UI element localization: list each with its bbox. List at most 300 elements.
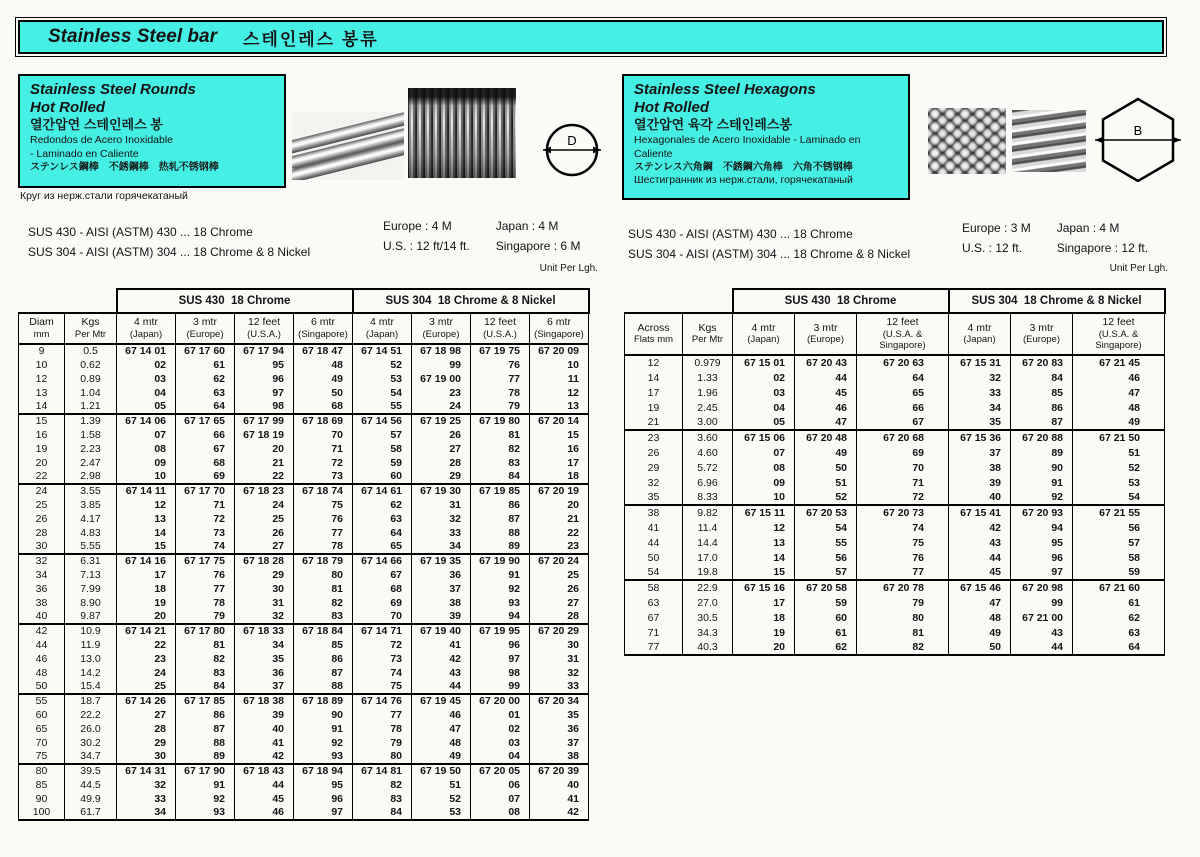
impa-code-cell: 04 (471, 750, 530, 764)
weight-cell: 11.9 (65, 638, 117, 652)
impa-code-cell: 61 (176, 358, 235, 372)
impa-code-cell: 64 (1073, 640, 1165, 655)
weight-cell: 1.33 (683, 370, 733, 385)
impa-code-cell: 02 (117, 358, 176, 372)
rounds-title: Stainless Steel Rounds (30, 81, 196, 98)
length-item: Singapore : 12 ft. (1056, 241, 1149, 255)
impa-code-cell: 46 (235, 806, 294, 820)
table-row (19, 736, 589, 750)
impa-code-cell: 70 (294, 428, 353, 442)
impa-code-cell: 05 (733, 415, 795, 430)
size-cell: 90 (19, 792, 65, 806)
impa-code-cell: 67 20 88 (1011, 430, 1073, 445)
impa-code-cell: 33 (412, 526, 471, 540)
impa-code-cell: 49 (1073, 415, 1165, 430)
weight-cell: 30.5 (683, 610, 733, 625)
impa-code-cell: 67 20 39 (530, 764, 589, 778)
impa-code-cell: 32 (235, 610, 294, 624)
impa-code-cell: 67 17 99 (235, 414, 294, 428)
impa-code-cell: 17 (117, 568, 176, 582)
spec-line: SUS 430 - AISI (ASTM) 430 ... 18 Chrome (28, 225, 253, 239)
impa-code-cell: 34 (235, 638, 294, 652)
impa-code-cell: 01 (471, 708, 530, 722)
weight-cell: 39.5 (65, 764, 117, 778)
impa-code-cell: 99 (1011, 595, 1073, 610)
impa-code-cell: 67 17 85 (176, 694, 235, 708)
size-cell: 25 (19, 498, 65, 512)
impa-code-cell: 10 (117, 470, 176, 484)
impa-code-cell: 43 (1011, 625, 1073, 640)
impa-code-cell: 13 (733, 535, 795, 550)
impa-code-cell: 49 (294, 372, 353, 386)
impa-code-cell: 62 (795, 640, 857, 655)
impa-code-cell: 24 (412, 400, 471, 414)
column-header: 12 feet (U.S.A. & Singapore) (1073, 313, 1165, 355)
size-cell: 9 (19, 344, 65, 358)
impa-code-cell: 82 (353, 778, 412, 792)
impa-code-cell: 79 (471, 400, 530, 414)
weight-cell: 15.4 (65, 680, 117, 694)
impa-code-cell: 22 (117, 638, 176, 652)
diameter-diagram (540, 116, 604, 180)
table-row (19, 568, 589, 582)
impa-code-cell: 32 (117, 778, 176, 792)
impa-code-cell: 38 (530, 750, 589, 764)
column-header: 3 mtr (Europe) (795, 313, 857, 355)
impa-code-cell: 69 (353, 596, 412, 610)
table-row (625, 460, 1165, 475)
sus304-group-header: SUS 304 18 Chrome & 8 Nickel (949, 289, 1165, 313)
impa-code-cell: 47 (1073, 385, 1165, 400)
impa-code-cell: 39 (235, 708, 294, 722)
size-cell: 32 (625, 475, 683, 490)
impa-code-cell: 54 (1073, 490, 1165, 505)
impa-code-cell: 53 (412, 806, 471, 820)
table-row (19, 512, 589, 526)
impa-code-cell: 13 (117, 512, 176, 526)
impa-code-cell: 78 (471, 386, 530, 400)
impa-code-cell: 63 (1073, 625, 1165, 640)
spec-line: SUS 430 - AISI (ASTM) 430 ... 18 Chrome (628, 227, 853, 241)
impa-code-cell: 74 (353, 666, 412, 680)
impa-code-cell: 55 (795, 535, 857, 550)
impa-code-cell: 63 (353, 512, 412, 526)
size-cell: 19 (625, 400, 683, 415)
impa-code-cell: 22 (235, 470, 294, 484)
size-cell: 63 (625, 595, 683, 610)
impa-code-cell: 18 (530, 470, 589, 484)
impa-code-cell: 65 (353, 540, 412, 554)
impa-code-cell: 23 (530, 540, 589, 554)
impa-code-cell: 67 15 46 (949, 580, 1011, 595)
weight-cell: 1.04 (65, 386, 117, 400)
impa-code-cell: 78 (294, 540, 353, 554)
impa-code-cell: 25 (117, 680, 176, 694)
impa-code-cell: 67 14 76 (353, 694, 412, 708)
hexagons-price-table (624, 288, 1166, 656)
weight-cell: 4.83 (65, 526, 117, 540)
impa-code-cell: 60 (795, 610, 857, 625)
impa-code-cell: 90 (294, 708, 353, 722)
weight-cell: 5.55 (65, 540, 117, 554)
impa-code-cell: 73 (294, 470, 353, 484)
impa-code-cell: 95 (1011, 535, 1073, 550)
impa-code-cell: 42 (530, 806, 589, 820)
impa-code-cell: 26 (530, 582, 589, 596)
table-row (625, 610, 1165, 625)
weight-cell: 11.4 (683, 520, 733, 535)
size-cell: 58 (625, 580, 683, 595)
impa-code-cell: 67 18 33 (235, 624, 294, 638)
size-cell: 36 (19, 582, 65, 596)
weight-cell: 3.60 (683, 430, 733, 445)
impa-code-cell: 57 (1073, 535, 1165, 550)
impa-code-cell: 02 (471, 722, 530, 736)
column-header: 12 feet (U.S.A.) (235, 313, 294, 344)
table-row (19, 624, 589, 638)
impa-code-cell: 21 (530, 512, 589, 526)
length-item: U.S. : 12 ft/14 ft. (383, 239, 470, 253)
impa-code-cell: 89 (1011, 445, 1073, 460)
hexagons-title-korean: 열간압연 육각 스테인레스봉 (634, 117, 792, 133)
impa-code-cell: 27 (412, 442, 471, 456)
impa-code-cell: 67 14 26 (117, 694, 176, 708)
impa-code-cell: 52 (795, 490, 857, 505)
size-cell: 17 (625, 385, 683, 400)
impa-code-cell: 38 (949, 460, 1011, 475)
impa-code-cell: 68 (176, 456, 235, 470)
impa-code-cell: 57 (353, 428, 412, 442)
impa-code-cell: 67 18 38 (235, 694, 294, 708)
impa-code-cell: 52 (1073, 460, 1165, 475)
size-cell: 14 (19, 400, 65, 414)
impa-code-cell: 67 18 69 (294, 414, 353, 428)
impa-code-cell: 76 (471, 358, 530, 372)
impa-code-cell: 68 (294, 400, 353, 414)
impa-code-cell: 03 (733, 385, 795, 400)
column-header: Diam mm (19, 313, 65, 344)
impa-code-cell: 08 (733, 460, 795, 475)
impa-code-cell: 28 (530, 610, 589, 624)
weight-cell: 1.39 (65, 414, 117, 428)
impa-code-cell: 27 (117, 708, 176, 722)
table-corner (625, 289, 733, 313)
impa-code-cell: 67 19 85 (471, 484, 530, 498)
impa-code-cell: 67 19 95 (471, 624, 530, 638)
impa-code-cell: 77 (294, 526, 353, 540)
table-corner (19, 289, 117, 313)
rounds-title-spanish-1: Redondos de Acero Inoxidable (30, 133, 174, 146)
weight-cell: 4.17 (65, 512, 117, 526)
impa-code-cell: 17 (530, 456, 589, 470)
across-flats-diagram (1092, 94, 1184, 182)
size-cell: 67 (625, 610, 683, 625)
impa-code-cell: 33 (949, 385, 1011, 400)
size-cell: 20 (19, 456, 65, 470)
impa-code-cell: 67 19 75 (471, 344, 530, 358)
impa-code-cell: 67 18 98 (412, 344, 471, 358)
impa-code-cell: 67 19 45 (412, 694, 471, 708)
size-cell: 44 (625, 535, 683, 550)
size-cell: 12 (625, 355, 683, 370)
impa-code-cell: 34 (412, 540, 471, 554)
table-row (625, 580, 1165, 595)
impa-code-cell: 67 17 70 (176, 484, 235, 498)
table-row (625, 565, 1165, 580)
size-cell: 38 (19, 596, 65, 610)
impa-code-cell: 67 14 11 (117, 484, 176, 498)
size-cell: 48 (19, 666, 65, 680)
length-item: U.S. : 12 ft. (962, 241, 1023, 255)
impa-code-cell: 85 (1011, 385, 1073, 400)
impa-code-cell: 52 (353, 358, 412, 372)
impa-code-cell: 26 (235, 526, 294, 540)
impa-code-cell: 28 (117, 722, 176, 736)
impa-code-cell: 70 (857, 460, 949, 475)
impa-code-cell: 67 17 60 (176, 344, 235, 358)
impa-code-cell: 67 17 65 (176, 414, 235, 428)
weight-cell: 34.3 (683, 625, 733, 640)
impa-code-cell: 67 15 11 (733, 505, 795, 520)
impa-code-cell: 10 (530, 358, 589, 372)
impa-code-cell: 67 20 29 (530, 624, 589, 638)
table-row (625, 625, 1165, 640)
impa-code-cell: 97 (235, 386, 294, 400)
impa-code-cell: 47 (412, 722, 471, 736)
impa-code-cell: 40 (235, 722, 294, 736)
impa-code-cell: 95 (294, 778, 353, 792)
impa-code-cell: 67 20 73 (857, 505, 949, 520)
impa-code-cell: 43 (949, 535, 1011, 550)
table-row (19, 372, 589, 386)
impa-code-cell: 32 (530, 666, 589, 680)
size-cell: 22 (19, 470, 65, 484)
impa-code-cell: 93 (471, 596, 530, 610)
impa-code-cell: 67 15 31 (949, 355, 1011, 370)
rounds-title-cjk: ステンレス鋼棒 不銹鋼棒 热轧不锈钢棒 (30, 162, 219, 174)
size-cell: 35 (625, 490, 683, 505)
rounds-title-russian: Круг из нерж.стали горячекатаный (20, 190, 188, 202)
column-header: 4 mtr (Japan) (733, 313, 795, 355)
rounds-table-body (19, 344, 589, 820)
length-item: Japan : 4 M (495, 219, 559, 233)
impa-code-cell: 77 (176, 582, 235, 596)
round-bar-bundle-photo (408, 88, 516, 178)
weight-cell: 5.72 (683, 460, 733, 475)
impa-code-cell: 71 (294, 442, 353, 456)
impa-code-cell: 97 (1011, 565, 1073, 580)
size-cell: 34 (19, 568, 65, 582)
impa-code-cell: 67 14 56 (353, 414, 412, 428)
size-cell: 70 (19, 736, 65, 750)
impa-code-cell: 31 (235, 596, 294, 610)
impa-code-cell: 49 (412, 750, 471, 764)
impa-code-cell: 67 21 55 (1073, 505, 1165, 520)
impa-code-cell: 67 21 60 (1073, 580, 1165, 595)
table-row (19, 596, 589, 610)
impa-code-cell: 17 (733, 595, 795, 610)
impa-code-cell: 67 14 16 (117, 554, 176, 568)
impa-code-cell: 92 (1011, 490, 1073, 505)
impa-code-cell: 45 (795, 385, 857, 400)
table-row (19, 498, 589, 512)
column-header: 6 mtr (Singapore) (294, 313, 353, 344)
impa-code-cell: 64 (857, 370, 949, 385)
impa-code-cell: 13 (530, 400, 589, 414)
impa-code-cell: 61 (1073, 595, 1165, 610)
impa-code-cell: 67 14 51 (353, 344, 412, 358)
weight-cell: 7.13 (65, 568, 117, 582)
impa-code-cell: 88 (471, 526, 530, 540)
weight-cell: 4.60 (683, 445, 733, 460)
hex-bar-bundle-ends-photo (928, 108, 1006, 174)
impa-code-cell: 35 (949, 415, 1011, 430)
impa-code-cell: 36 (235, 666, 294, 680)
impa-code-cell: 49 (795, 445, 857, 460)
size-cell: 50 (625, 550, 683, 565)
column-header: 4 mtr (Japan) (353, 313, 412, 344)
table-row (625, 535, 1165, 550)
weight-cell: 44.5 (65, 778, 117, 792)
table-row (19, 386, 589, 400)
weight-cell: 6.96 (683, 475, 733, 490)
size-cell: 21 (625, 415, 683, 430)
impa-code-cell: 41 (412, 638, 471, 652)
impa-code-cell: 53 (1073, 475, 1165, 490)
sus430-group-header: SUS 430 18 Chrome (117, 289, 353, 313)
size-cell: 100 (19, 806, 65, 820)
weight-cell: 9.87 (65, 610, 117, 624)
impa-code-cell: 76 (857, 550, 949, 565)
column-header-row (19, 313, 589, 344)
table-row (19, 400, 589, 414)
impa-code-cell: 45 (949, 565, 1011, 580)
table-row (19, 722, 589, 736)
impa-code-cell: 69 (857, 445, 949, 460)
impa-code-cell: 57 (795, 565, 857, 580)
impa-code-cell: 86 (471, 498, 530, 512)
hexagons-unit-note: Unit Per Lgh. (1109, 263, 1168, 274)
table-row (625, 475, 1165, 490)
table-row (19, 778, 589, 792)
weight-cell: 40.3 (683, 640, 733, 655)
table-row (625, 595, 1165, 610)
weight-cell: 14.2 (65, 666, 117, 680)
impa-code-cell: 94 (1011, 520, 1073, 535)
impa-code-cell: 44 (795, 370, 857, 385)
impa-code-cell: 56 (1073, 520, 1165, 535)
impa-code-cell: 89 (471, 540, 530, 554)
table-row (19, 428, 589, 442)
table-row (19, 708, 589, 722)
table-row (625, 640, 1165, 655)
weight-cell: 34.7 (65, 750, 117, 764)
impa-code-cell: 83 (353, 792, 412, 806)
impa-code-cell: 54 (795, 520, 857, 535)
impa-code-cell: 39 (412, 610, 471, 624)
weight-cell: 49.9 (65, 792, 117, 806)
impa-code-cell: 48 (949, 610, 1011, 625)
table-row (625, 550, 1165, 565)
table-row (19, 526, 589, 540)
rounds-info-box (18, 74, 286, 188)
impa-code-cell: 91 (1011, 475, 1073, 490)
impa-code-cell: 35 (530, 708, 589, 722)
impa-code-cell: 67 20 98 (1011, 580, 1073, 595)
impa-code-cell: 54 (353, 386, 412, 400)
impa-code-cell: 46 (1073, 370, 1165, 385)
impa-code-cell: 15 (117, 540, 176, 554)
impa-code-cell: 18 (117, 582, 176, 596)
impa-code-cell: 82 (857, 640, 949, 655)
impa-code-cell: 35 (235, 652, 294, 666)
impa-code-cell: 44 (235, 778, 294, 792)
impa-code-cell: 81 (294, 582, 353, 596)
size-cell: 38 (625, 505, 683, 520)
impa-code-cell: 80 (857, 610, 949, 625)
impa-code-cell: 62 (176, 372, 235, 386)
weight-cell: 2.47 (65, 456, 117, 470)
impa-code-cell: 92 (176, 792, 235, 806)
column-header: Kgs Per Mtr (65, 313, 117, 344)
impa-code-cell: 67 19 90 (471, 554, 530, 568)
impa-code-cell: 67 19 50 (412, 764, 471, 778)
size-cell: 44 (19, 638, 65, 652)
impa-code-cell: 27 (235, 540, 294, 554)
impa-code-cell: 67 15 36 (949, 430, 1011, 445)
impa-code-cell: 97 (294, 806, 353, 820)
size-cell: 26 (625, 445, 683, 460)
diameter-label: D (567, 133, 577, 148)
impa-code-cell: 38 (412, 596, 471, 610)
impa-code-cell: 16 (530, 442, 589, 456)
impa-code-cell: 84 (176, 680, 235, 694)
impa-code-cell: 37 (530, 736, 589, 750)
impa-code-cell: 48 (412, 736, 471, 750)
rounds-price-table (18, 288, 590, 821)
impa-code-cell: 67 19 40 (412, 624, 471, 638)
impa-code-cell: 79 (353, 736, 412, 750)
impa-code-cell: 20 (117, 610, 176, 624)
impa-code-cell: 67 19 80 (471, 414, 530, 428)
impa-code-cell: 46 (795, 400, 857, 415)
column-header: Across Flats mm (625, 313, 683, 355)
rounds-length-info (383, 219, 580, 253)
table-row (19, 484, 589, 498)
impa-code-cell: 63 (176, 386, 235, 400)
size-cell: 19 (19, 442, 65, 456)
impa-code-cell: 67 17 94 (235, 344, 294, 358)
weight-cell: 2.45 (683, 400, 733, 415)
impa-code-cell: 14 (117, 526, 176, 540)
weight-cell: 8.33 (683, 490, 733, 505)
impa-code-cell: 72 (176, 512, 235, 526)
size-cell: 14 (625, 370, 683, 385)
impa-code-cell: 67 18 94 (294, 764, 353, 778)
size-cell: 26 (19, 512, 65, 526)
table-row (19, 470, 589, 484)
impa-code-cell: 67 19 35 (412, 554, 471, 568)
impa-code-cell: 80 (353, 750, 412, 764)
spec-line: SUS 304 - AISI (ASTM) 304 ... 18 Chrome & 8 Nickel (28, 245, 311, 259)
weight-cell: 18.7 (65, 694, 117, 708)
impa-code-cell: 71 (176, 498, 235, 512)
table-row (19, 652, 589, 666)
weight-cell: 8.90 (65, 596, 117, 610)
impa-code-cell: 62 (1073, 610, 1165, 625)
impa-code-cell: 59 (1073, 565, 1165, 580)
impa-code-cell: 43 (412, 666, 471, 680)
